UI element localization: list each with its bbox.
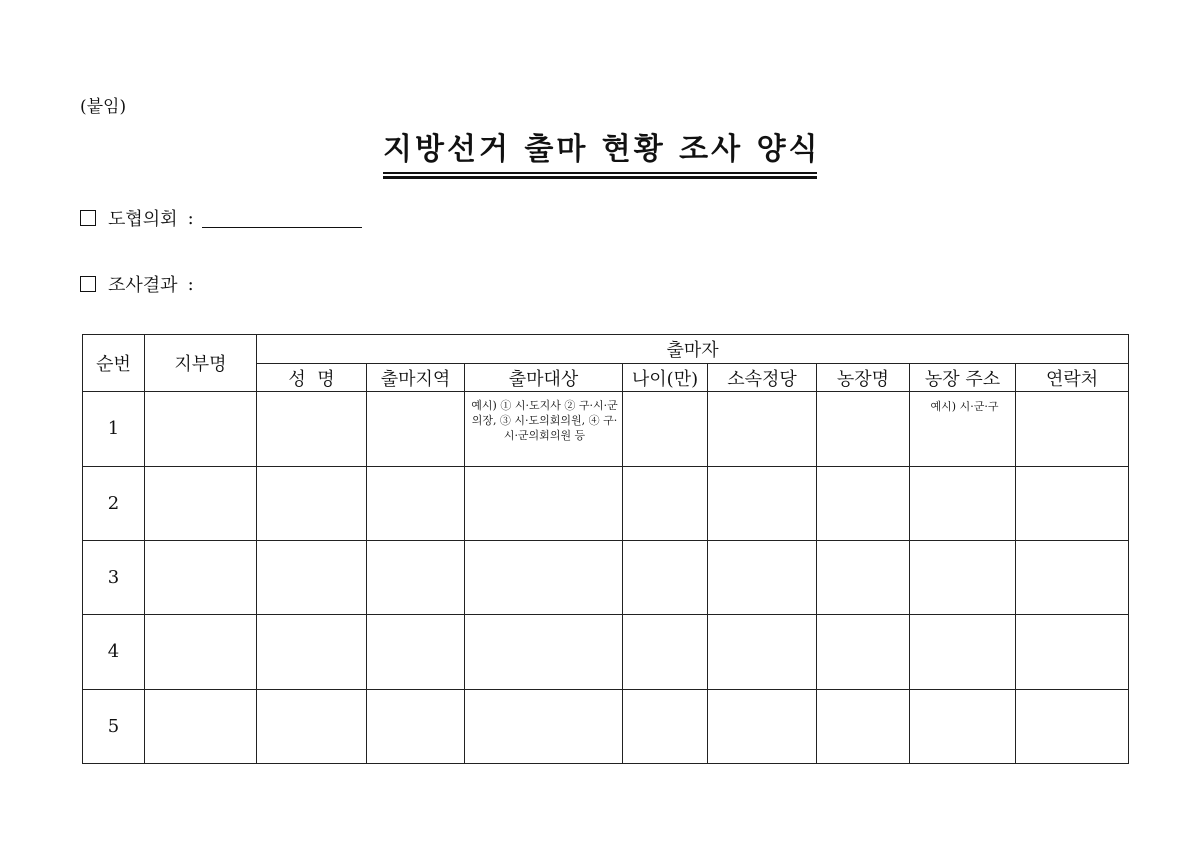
- header-contact: 연락처: [1016, 364, 1129, 392]
- row-number: 4: [83, 615, 145, 689]
- branch-cell[interactable]: [145, 392, 257, 466]
- row-number: 2: [83, 466, 145, 540]
- farm-name-cell[interactable]: [817, 540, 910, 614]
- table-row: [83, 540, 1129, 614]
- title-block: [383, 124, 821, 179]
- farm-address-cell[interactable]: [910, 466, 1016, 540]
- address-example-cell[interactable]: 예시) 시·군·구: [910, 392, 1016, 466]
- farm-name-cell[interactable]: [817, 392, 910, 466]
- branch-cell[interactable]: [145, 615, 257, 689]
- contact-cell[interactable]: [1016, 615, 1129, 689]
- age-cell[interactable]: [623, 540, 708, 614]
- farm-address-cell[interactable]: [910, 689, 1016, 763]
- result-colon: :: [187, 273, 194, 295]
- header-farm-name: 농장명: [817, 364, 910, 392]
- party-cell[interactable]: [708, 392, 817, 466]
- target-cell[interactable]: [465, 689, 623, 763]
- party-cell[interactable]: [708, 615, 817, 689]
- name-cell[interactable]: [257, 466, 367, 540]
- region-cell[interactable]: [367, 540, 465, 614]
- result-label: 조사결과: [108, 275, 178, 296]
- name-cell[interactable]: [257, 615, 367, 689]
- farm-name-cell[interactable]: [817, 689, 910, 763]
- farm-name-cell[interactable]: [817, 615, 910, 689]
- header-age: 나이(만): [623, 364, 708, 392]
- farm-address-cell[interactable]: [910, 540, 1016, 614]
- survey-table: [82, 334, 1129, 764]
- party-cell[interactable]: [708, 466, 817, 540]
- branch-cell[interactable]: [145, 466, 257, 540]
- age-cell[interactable]: [623, 392, 708, 466]
- council-label: 도협의회: [108, 209, 178, 230]
- region-cell[interactable]: [367, 615, 465, 689]
- branch-cell[interactable]: [145, 689, 257, 763]
- region-cell[interactable]: [367, 466, 465, 540]
- attachment-label: (붙임): [80, 97, 127, 117]
- checkbox-icon[interactable]: [80, 210, 96, 226]
- page-title: 지방선거 출마 현황 조사 양식: [383, 132, 821, 167]
- row-number: 1: [83, 392, 145, 466]
- table-row: [83, 466, 1129, 540]
- farm-address-cell[interactable]: [910, 615, 1016, 689]
- row-number: 5: [83, 689, 145, 763]
- target-example-cell[interactable]: 예시) ① 시·도지사 ② 구·시·군의장, ③ 시·도의회의원, ④ 구·시·군의회의원 등: [465, 392, 623, 466]
- row-number: 3: [83, 540, 145, 614]
- checkbox-icon[interactable]: [80, 276, 96, 292]
- target-cell[interactable]: [465, 615, 623, 689]
- branch-cell[interactable]: [145, 540, 257, 614]
- contact-cell[interactable]: [1016, 689, 1129, 763]
- party-cell[interactable]: [708, 540, 817, 614]
- header-branch: 지부명: [145, 335, 257, 392]
- header-order: 순번: [83, 335, 145, 392]
- age-cell[interactable]: [623, 689, 708, 763]
- header-target: 출마대상: [465, 364, 623, 392]
- region-cell[interactable]: [367, 392, 465, 466]
- header-farm-address: 농장 주소: [910, 364, 1016, 392]
- name-cell[interactable]: [257, 392, 367, 466]
- header-party: 소속정당: [708, 364, 817, 392]
- contact-cell[interactable]: [1016, 392, 1129, 466]
- title-underline: [383, 172, 817, 174]
- region-cell[interactable]: [367, 689, 465, 763]
- result-field: [80, 271, 194, 297]
- table-row: [83, 689, 1129, 763]
- header-name: 성 명: [257, 364, 367, 392]
- header-candidate: 출마자: [257, 335, 1129, 364]
- council-field: [80, 205, 362, 231]
- target-cell[interactable]: [465, 466, 623, 540]
- title-underline-thick: [383, 176, 817, 179]
- council-colon: :: [187, 207, 194, 229]
- age-cell[interactable]: [623, 466, 708, 540]
- target-cell[interactable]: [465, 540, 623, 614]
- name-cell[interactable]: [257, 540, 367, 614]
- party-cell[interactable]: [708, 689, 817, 763]
- council-input-line[interactable]: [202, 209, 362, 228]
- contact-cell[interactable]: [1016, 540, 1129, 614]
- farm-name-cell[interactable]: [817, 466, 910, 540]
- name-cell[interactable]: [257, 689, 367, 763]
- age-cell[interactable]: [623, 615, 708, 689]
- table-row: [83, 392, 1129, 466]
- header-region: 출마지역: [367, 364, 465, 392]
- contact-cell[interactable]: [1016, 466, 1129, 540]
- table-row: [83, 615, 1129, 689]
